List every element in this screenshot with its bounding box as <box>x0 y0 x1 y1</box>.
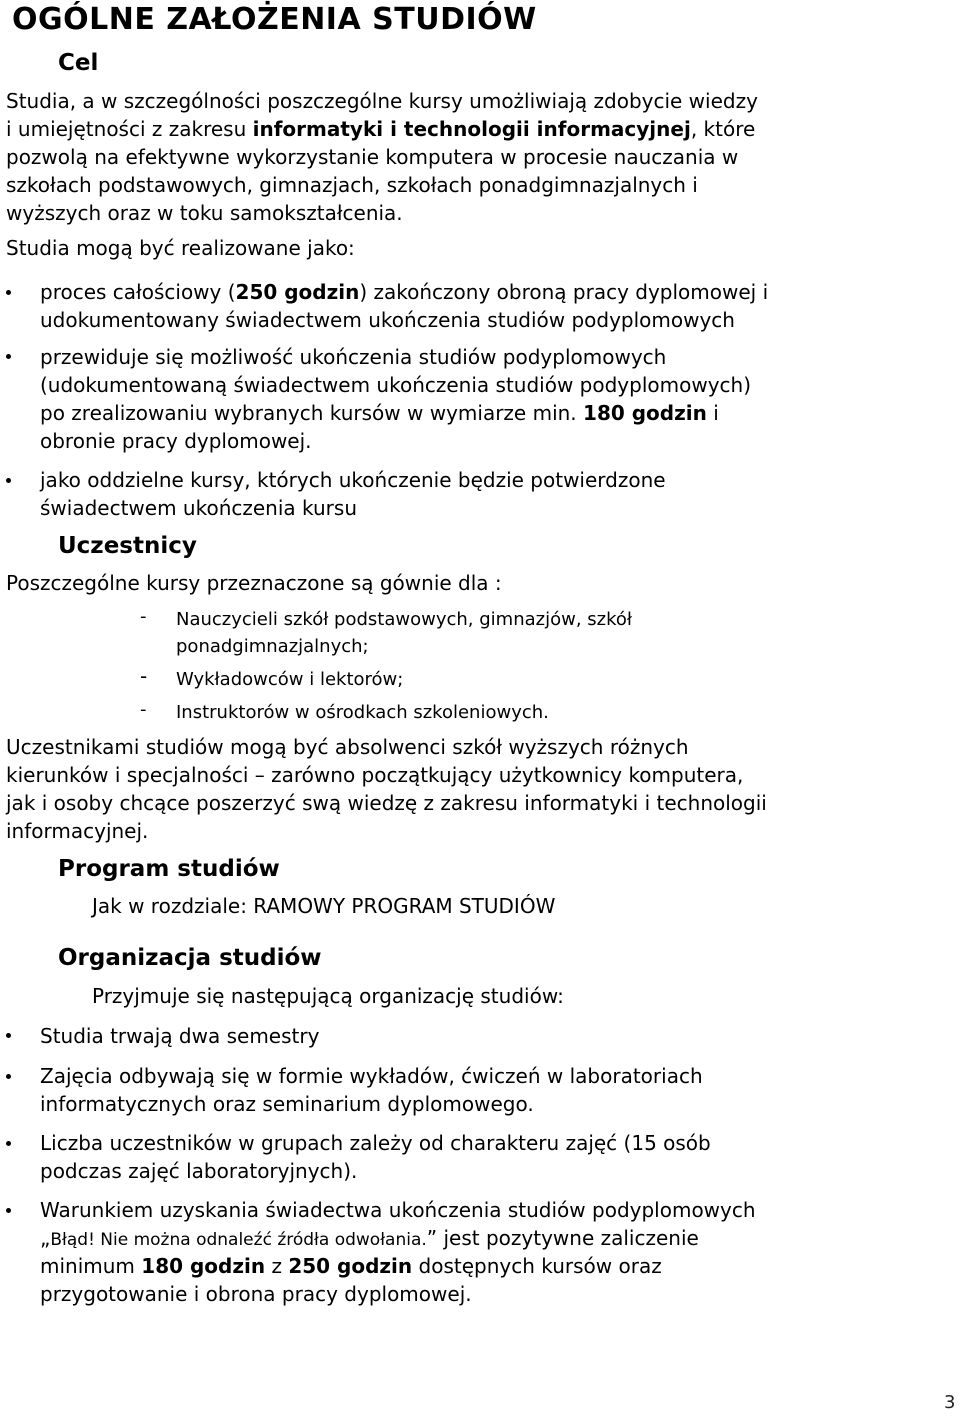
dash-icon: - <box>140 606 147 627</box>
cel-paragraph-line: wyższych oraz w toku samokształcenia. <box>6 201 403 225</box>
list-item-line: Warunkiem uzyskania świadectwa ukończenia studiów podyplomowych <box>40 1198 756 1222</box>
cel-intro: Studia mogą być realizowane jako: <box>6 236 355 260</box>
uczestnicy-paragraph-line: jak i osoby chcące poszerzyć swą wiedzę z zakresu informatyki i technologii <box>6 791 767 815</box>
dash-icon: - <box>140 664 148 688</box>
uczestnicy-paragraph-line: Uczestnikami studiów mogą być absolwenci szkół wyższych różnych <box>6 735 689 759</box>
uczestnicy-paragraph-line: informacyjnej. <box>6 819 149 843</box>
section-heading-uczestnicy: Uczestnicy <box>58 533 197 559</box>
bullet-icon <box>6 1141 11 1146</box>
cel-paragraph-line: Studia, a w szczególności poszczególne kursy umożliwiają zdobycie wiedzy <box>6 89 758 113</box>
dash-icon: - <box>140 699 147 720</box>
list-item-line: Wykładowców i lektorów; <box>176 669 404 690</box>
cel-paragraph-line: pozwolą na efektywne wykorzystanie komputera w procesie nauczania w <box>6 145 739 169</box>
bullet-icon <box>6 354 11 359</box>
list-item-line: przygotowanie i obrona pracy dyplomowej. <box>40 1282 472 1306</box>
list-item-line: „Błąd! Nie można odnaleźć źródła odwołania.” jest pozytywne zaliczenie <box>40 1226 699 1250</box>
list-item-line: (udokumentowaną świadectwem ukończenia studiów podyplomowych) <box>40 373 752 397</box>
page-title: OGÓLNE ZAŁOŻENIA STUDIÓW <box>12 2 537 37</box>
list-item-line: informatycznych oraz seminarium dyplomowego. <box>40 1092 534 1116</box>
list-item-line: po zrealizowaniu wybranych kursów w wymiarze min. 180 godzin i <box>40 401 719 425</box>
list-item-line: świadectwem ukończenia kursu <box>40 496 357 520</box>
list-item-line: Liczba uczestników w grupach zależy od charakteru zajęć (15 osób <box>40 1131 711 1155</box>
list-item-line: Zajęcia odbywają się w formie wykładów, ćwiczeń w laboratoriach <box>40 1064 703 1088</box>
list-item-line: Instruktorów w ośrodkach szkoleniowych. <box>176 702 549 723</box>
reference-error: Błąd! Nie można odnaleźć źródła odwołania. <box>50 1230 427 1250</box>
bullet-icon <box>6 290 11 295</box>
bullet-icon <box>6 1208 11 1213</box>
section-heading-program: Program studiów <box>58 856 280 882</box>
program-text: Jak w rozdziale: RAMOWY PROGRAM STUDIÓW <box>92 894 556 918</box>
section-heading-organizacja: Organizacja studiów <box>58 945 322 971</box>
organizacja-intro: Przyjmuje się następującą organizację studiów: <box>92 984 564 1008</box>
list-item-line: obronie pracy dyplomowej. <box>40 429 312 453</box>
list-item-line: Studia trwają dwa semestry <box>40 1024 320 1048</box>
list-item-line: proces całościowy (250 godzin) zakończony obroną pracy dyplomowej i <box>40 280 769 304</box>
uczestnicy-intro: Poszczególne kursy przeznaczone są gównie dla : <box>6 571 502 595</box>
cel-paragraph-line: szkołach podstawowych, gimnazjach, szkołach ponadgimnazjalnych i <box>6 173 698 197</box>
list-item-line: minimum 180 godzin z 250 godzin dostępnych kursów oraz <box>40 1254 662 1278</box>
uczestnicy-paragraph-line: kierunków i specjalności – zarówno początkujący użytkownicy komputera, <box>6 763 744 787</box>
list-item-line: udokumentowany świadectwem ukończenia studiów podyplomowych <box>40 308 735 332</box>
list-item-line: ponadgimnazjalnych; <box>176 636 369 657</box>
bullet-icon <box>6 1074 11 1079</box>
bullet-icon <box>6 478 11 483</box>
list-item-line: Nauczycieli szkół podstawowych, gimnazjów, szkół <box>176 609 633 630</box>
list-item-line: jako oddzielne kursy, których ukończenie będzie potwierdzone <box>40 468 666 492</box>
bullet-icon <box>6 1033 11 1038</box>
list-item-line: podczas zajęć laboratoryjnych). <box>40 1159 358 1183</box>
list-item-line: przewiduje się możliwość ukończenia studiów podyplomowych <box>40 345 667 369</box>
section-heading-cel: Cel <box>58 50 99 76</box>
cel-paragraph-line: i umiejętności z zakresu informatyki i technologii informacyjnej, które <box>6 117 756 141</box>
page-number: 3 <box>944 1392 956 1413</box>
